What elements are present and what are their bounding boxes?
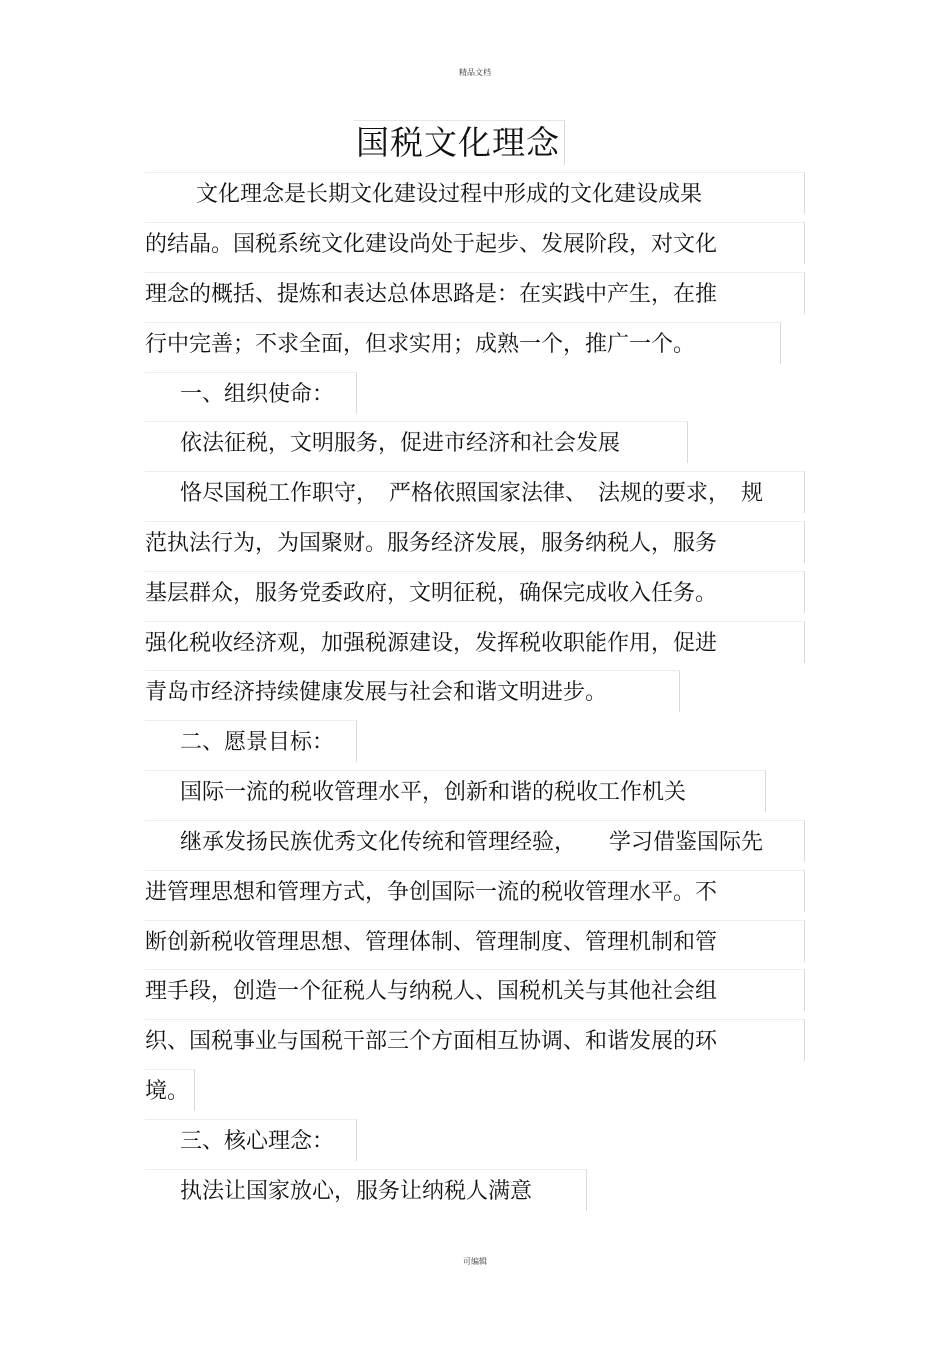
footer-watermark: 可编辑 (463, 1257, 487, 1266)
paragraph-line (145, 222, 805, 264)
section-subtitle-text: 执法让国家放心，服务让纳税人满意 (180, 1179, 533, 1204)
paragraph-text: 的结晶。国税系统文化建设尚处于起步、发展阶段，对文化 (145, 232, 718, 257)
paragraph-text: 恪尽国税工作职守， 严格依照国家法律、 法规的要求， 规 (180, 481, 764, 506)
section-subtitle (145, 770, 766, 812)
document-title: 国税文化理念 (356, 123, 560, 162)
paragraph-line (145, 272, 805, 314)
paragraph-text: 强化税收经济观，加强税源建设，发挥税收职能作用，促进 (145, 631, 718, 656)
paragraph-line (145, 820, 805, 862)
paragraph-line (145, 172, 805, 214)
section-heading (145, 372, 357, 414)
paragraph-line (145, 471, 805, 513)
section-subtitle (145, 1169, 587, 1211)
paragraph-line (145, 920, 805, 962)
header-watermark: 精品文档 (459, 68, 491, 77)
paragraph-line (145, 870, 805, 912)
paragraph-line (145, 1019, 805, 1061)
section-heading (145, 1119, 357, 1161)
paragraph-text: 境。 (145, 1079, 190, 1104)
paragraph-line (145, 571, 805, 613)
paragraph-line (145, 1069, 195, 1111)
section-subtitle (145, 421, 688, 463)
section-heading (145, 720, 357, 762)
section-heading-text: 一、组织使命： (180, 382, 335, 407)
section-subtitle-text: 国际一流的税收管理水平，创新和谐的税收工作机关 (180, 780, 687, 805)
title-box (354, 120, 565, 165)
paragraph-text: 文化理念是长期文化建设过程中形成的文化建设成果 (196, 182, 703, 207)
paragraph-line (145, 621, 805, 663)
paragraph-text: 进管理思想和管理方式，争创国际一流的税收管理水平。不 (145, 880, 718, 905)
paragraph-text: 行中完善；不求全面，但求实用；成熟一个，推广一个。 (145, 332, 696, 357)
paragraph-text: 青岛市经济持续健康发展与社会和谐文明进步。 (145, 680, 608, 705)
paragraph-text: 基层群众，服务党委政府，文明征税，确保完成收入任务。 (145, 581, 718, 606)
paragraph-line (145, 521, 805, 563)
paragraph-text: 断创新税收管理思想、管理体制、管理制度、管理机制和管 (145, 930, 718, 955)
paragraph-line (145, 322, 781, 364)
paragraph-line (145, 969, 805, 1011)
section-heading-text: 三、核心理念： (180, 1129, 335, 1154)
paragraph-text: 理念的概括、提炼和表达总体思路是：在实践中产生，在推 (145, 282, 718, 307)
paragraph-text: 范执法行为，为国聚财。服务经济发展，服务纳税人，服务 (145, 531, 718, 556)
paragraph-text: 织、国税事业与国税干部三个方面相互协调、和谐发展的环 (145, 1029, 718, 1054)
paragraph-text: 理手段，创造一个征税人与纳税人、国税机关与其他社会组 (145, 979, 718, 1004)
section-subtitle-text: 依法征税，文明服务，促进市经济和社会发展 (180, 431, 621, 456)
paragraph-line (145, 670, 680, 712)
section-heading-text: 二、愿景目标： (180, 730, 335, 755)
paragraph-text: 继承发扬民族优秀文化传统和管理经验， 学习借鉴国际先 (180, 830, 764, 855)
